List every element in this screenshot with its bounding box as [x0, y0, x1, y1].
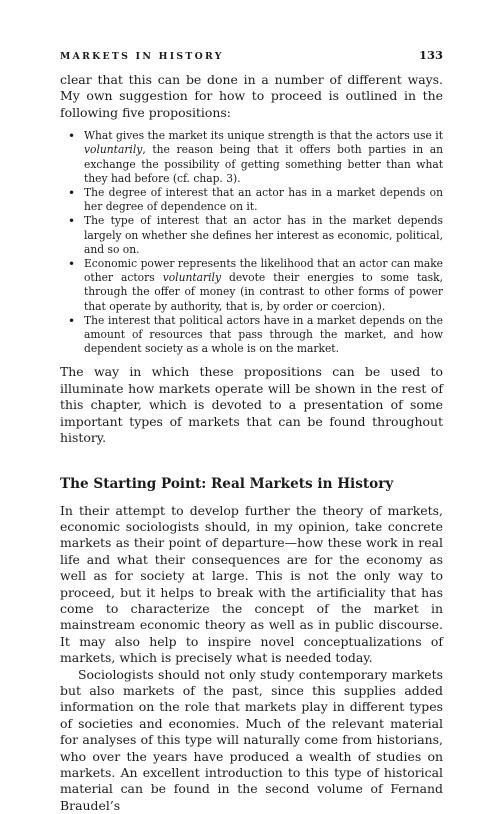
- section-heading: The Starting Point: Real Markets in History: [60, 475, 394, 492]
- list-item: • The degree of interest that an actor has in a market depends on her degree of dependence on it.: [68, 186, 443, 214]
- list-item: • The interest that political actors have in a market depends on the amount of resources that pass through the market, and how dependent society as a whole is on the market.: [68, 313, 443, 356]
- running-title: MARKETS IN HISTORY: [60, 51, 224, 62]
- propositions-list: [60, 129, 443, 356]
- bullet-icon: •: [68, 257, 76, 272]
- after-list-paragraph: The way in which these propositions can be used to illuminate how markets operate will be shown in the rest of this chapter, which is devoted to a presentation of some important types of markets that can be found throughout history.: [60, 364, 443, 446]
- book-page: [60, 48, 443, 814]
- bullet-icon: •: [68, 129, 76, 144]
- list-item: • The type of interest that an actor has in the market depends largely on whether she defines her interest as economic, political, and so on.: [68, 214, 443, 256]
- bullet-icon: •: [68, 186, 76, 201]
- bullet-icon: •: [68, 214, 76, 229]
- running-header: [60, 48, 443, 62]
- bullet-icon: •: [68, 313, 76, 328]
- intro-paragraph: clear that this can be done in a number of different ways. My own suggestion for how to proceed is outlined in the following five propositions:: [60, 72, 443, 120]
- body-paragraph-1: In their attempt to develop further the theory of markets, economic sociologists should, in my opinion, take concrete markets as their point of departure—how these work in real life and what their consequences are for the economy as well as for society at large. This is not the only way to proceed, but it helps to break with the artificiality that has come to characterize the concept of the market in mainstream economic theory as well as in public discourse. It may also help to inspire novel conceptualizations of markets, which is precisely what is needed today.: [60, 502, 443, 666]
- body-paragraph-2: Sociologists should not only study contemporary markets but also markets of the past, since this supplies added information on the role that markets play in different types of societies and economies. Much of the relevant material for analyses of this type will naturally come from historians, who over the years have produced a wealth of studies on markets. An excellent introduction to this type of historical material can be found in the second volume of Fernand Braudel’s: [60, 666, 443, 813]
- list-item: • What gives the market its unique strength is that the actors use it voluntarily, the reason being that it offers both parties in an exchange the possibility of getting something better than what they had before (cf. chap. 3).: [68, 129, 443, 185]
- page-number: 133: [418, 48, 443, 62]
- list-item: • Economic power represents the likelihood that an actor can make other actors voluntarily devote their energies to some task, through the offer of money (in contrast to other forms of power that operate by authority, that is, by order or coercion).: [68, 257, 443, 313]
